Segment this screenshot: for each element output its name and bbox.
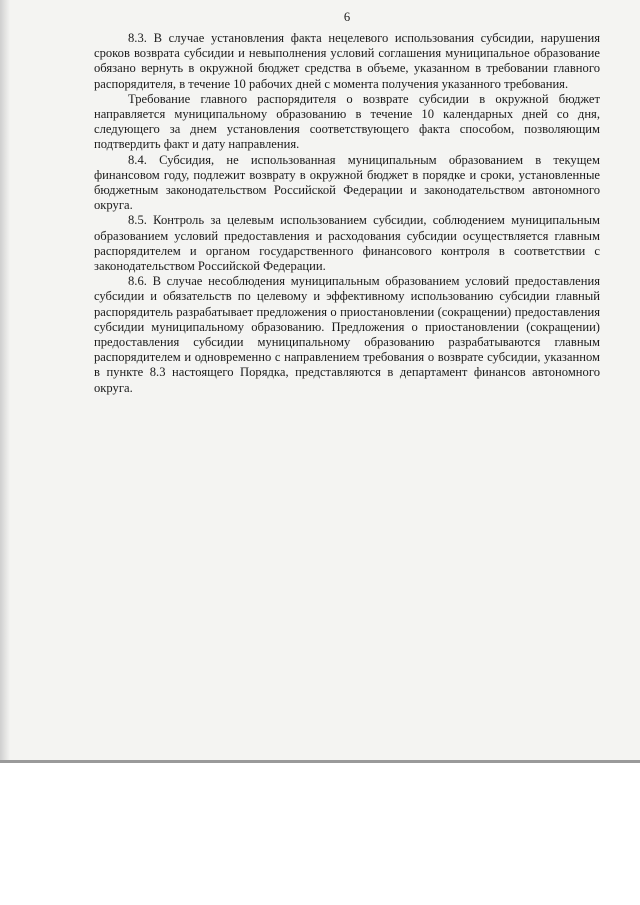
page-number: 6 [343, 10, 351, 24]
paragraph-8-5: 8.5. Контроль за целевым использованием субсидии, соблюдением муниципальным образованием условий предоставления и расходования субсидии осуществляется главным распорядителем и органом государственного финансового контроля в соответствии с законодательством Российской Федерации. [94, 213, 600, 274]
paragraph-8-4: 8.4. Субсидия, не использованная муниципальным образованием в текущем финансовом году, подлежит возврату в окружной бюджет в порядке и сроки, установленные бюджетным законодательством Российской Федерации и законодательством автономного округа. [94, 152, 600, 213]
paragraph-8-3: 8.3. В случае установления факта нецелевого использования субсидии, нарушения сроков возврата субсидии и невыполнения условий соглашения муниципальное образование обязано вернуть в окружной бюджет средства в объеме, указанном в требовании главного распорядителя, в течение 10 рабочих дней с момента получения указанного требования. [94, 31, 600, 91]
blank-background [0, 763, 640, 905]
paragraph-8-6: 8.6. В случае несоблюдения муниципальным образованием условий предоставления субсидии и обязательств по целевому и эффективному использованию субсидии главный распорядитель разрабатывает предложения о приостановлении (сокращении) предоставления субсидии муниципальному образованию. Предложения о приостановлении (сокращении) предоставления субсидии муниципальному образованию разрабатываются главным распорядителем и одновременно с направлением требования о возврате субсидии, указанном в пункте 8.3 настоящего Порядка, представляются в департамент финансов автономного округа. [94, 274, 600, 395]
document-text-column [94, 0, 600, 396]
paragraph-8-3-requirement: Требование главного распорядителя о возврате субсидии в окружной бюджет направляется муниципальному образованию в течение 10 календарных дней со дня, следующего за днем установления соответствующего факта способом, позволяющим подтвердить факт и дату направления. [94, 91, 600, 152]
